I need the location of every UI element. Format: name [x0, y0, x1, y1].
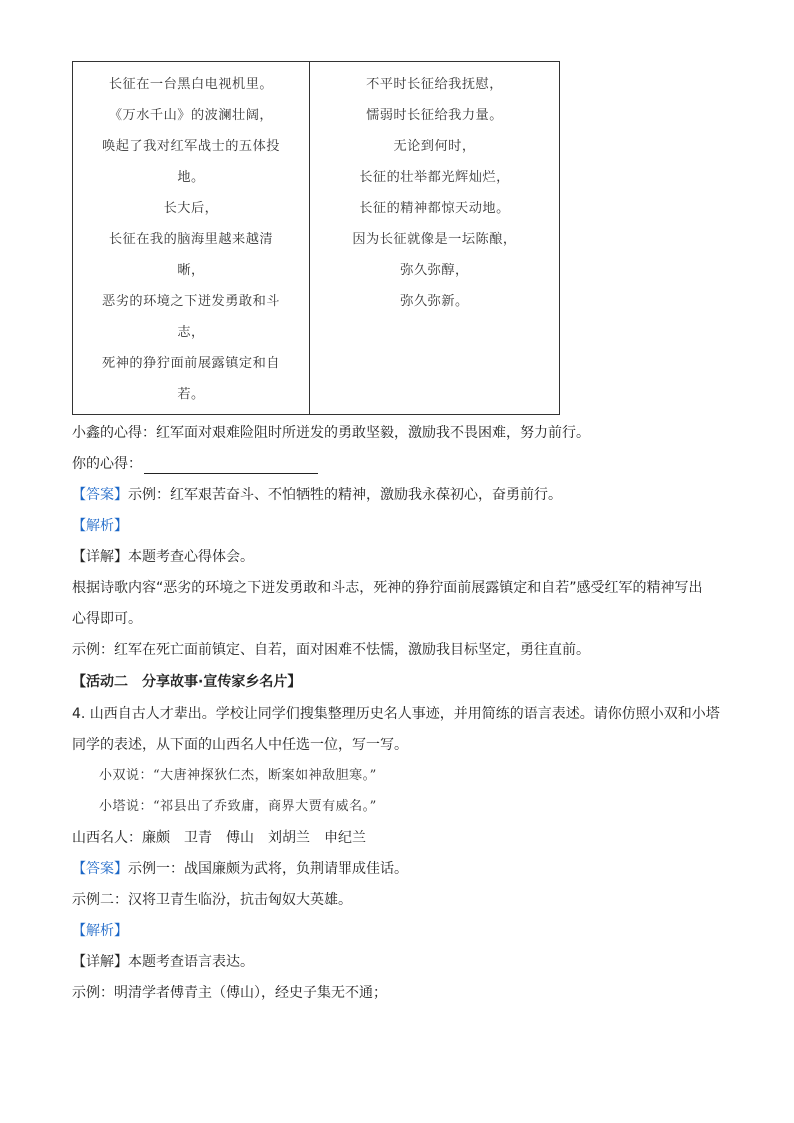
detail-tag: 【详解】 [72, 549, 128, 565]
famous-people-label: 山西名人： [72, 830, 142, 846]
xiaota-quote: 小塔说：“祁县出了乔致庸，商界大贾有威名。” [99, 799, 377, 814]
answer-tag: 【答案】 [72, 487, 128, 503]
question-4-prompt: 同学的表述，从下面的山西名人中任选一位，写一写。 [72, 737, 408, 753]
detail-text: 本题考查语言表达。 [128, 954, 254, 970]
poem-line: 唤起了我对红军战士的五体投 [102, 139, 280, 154]
explanation-line: 心得即可。 [72, 611, 142, 627]
poem-line: 长征在一台黑白电视机里。 [108, 77, 274, 92]
answer-example-two: 示例二：汉将卫青生临汾，抗击匈奴大英雄。 [72, 892, 352, 908]
answer-tag: 【答案】 [72, 861, 128, 877]
detail-tag: 【详解】 [72, 954, 128, 970]
example-line: 示例：红军在死亡面前镇定、自若，面对困难不怯懦，激励我目标坚定，勇往直前。 [72, 642, 590, 658]
poem-line: 恶劣的环境之下迸发勇敢和斗 [102, 294, 280, 309]
q3-answer [72, 485, 562, 505]
poem-left-column [73, 62, 310, 414]
explanation-line: 根据诗歌内容“恶劣的环境之下迸发勇敢和斗志，死神的狰狞面前展露镇定和自若”感受红军的精神写出 [72, 580, 703, 596]
poem-line: 弥久弥醇， [400, 263, 469, 278]
poem-line: 长征的壮举都光辉灿烂， [359, 170, 510, 185]
answer-text: 示例一：战国廉颇为武将，负荆请罪成佳话。 [128, 861, 408, 877]
poem-line: 因为长征就像是一坛陈酿， [352, 232, 517, 247]
famous-people-names: 廉颇 卫青 傅山 刘胡兰 申纪兰 [142, 830, 366, 846]
poem-line: 长征在我的脑海里越来越清 [108, 232, 274, 247]
question-4-prompt: 4. 山西自古人才辈出。学校让同学们搜集整理历史名人事迹，并用简练的语言表述。请你仿照小双和小塔 [72, 706, 720, 722]
activity-two-heading: 【活动二 分享故事·宣传家乡名片】 [72, 674, 302, 690]
q4-detail [72, 952, 254, 972]
q3-detail [72, 547, 254, 567]
poem-line: 死神的狰狞面前展露镇定和自 [102, 356, 280, 371]
poem-line: 懦弱时长征给我力量。 [366, 108, 503, 123]
poem-line: 长征的精神都惊天动地。 [359, 201, 510, 216]
poem-line: 《万水千山》的波澜壮阔， [108, 108, 274, 123]
poem-line: 弥久弥新。 [400, 294, 469, 309]
answer-text: 示例：红军艰苦奋斗、不怕牺牲的精神，激励我永葆初心，奋勇前行。 [128, 487, 562, 503]
poem-right-column [310, 62, 559, 414]
your-reflection-row [72, 454, 318, 474]
poem-line: 不平时长征给我抚慰， [366, 77, 503, 92]
q4-answer [72, 859, 408, 879]
your-reflection-label: 你的心得： [72, 456, 142, 472]
detail-text: 本题考查心得体会。 [128, 549, 254, 565]
poem-line: 无论到何时， [393, 139, 476, 154]
analysis-tag: 【解析】 [72, 518, 128, 534]
xiaoshuang-quote: 小双说：“大唐神探狄仁杰，断案如神敌胆寒。” [99, 768, 377, 783]
poem-line: 地。 [177, 170, 205, 185]
example-line: 示例：明清学者傅青主（傅山），经史子集无不通； [72, 985, 387, 1001]
answer-blank-line[interactable] [144, 459, 318, 474]
poem-table [72, 61, 560, 415]
analysis-tag: 【解析】 [72, 923, 128, 939]
xiaoxin-reflection: 小鑫的心得：红军面对艰难险阻时所迸发的勇敢坚毅，激励我不畏困难，努力前行。 [72, 425, 590, 441]
poem-line: 长大后， [163, 201, 219, 216]
poem-line: 志， [177, 325, 205, 340]
poem-line: 晰， [177, 263, 205, 278]
poem-line: 若。 [177, 387, 205, 402]
famous-people-row [72, 828, 366, 848]
